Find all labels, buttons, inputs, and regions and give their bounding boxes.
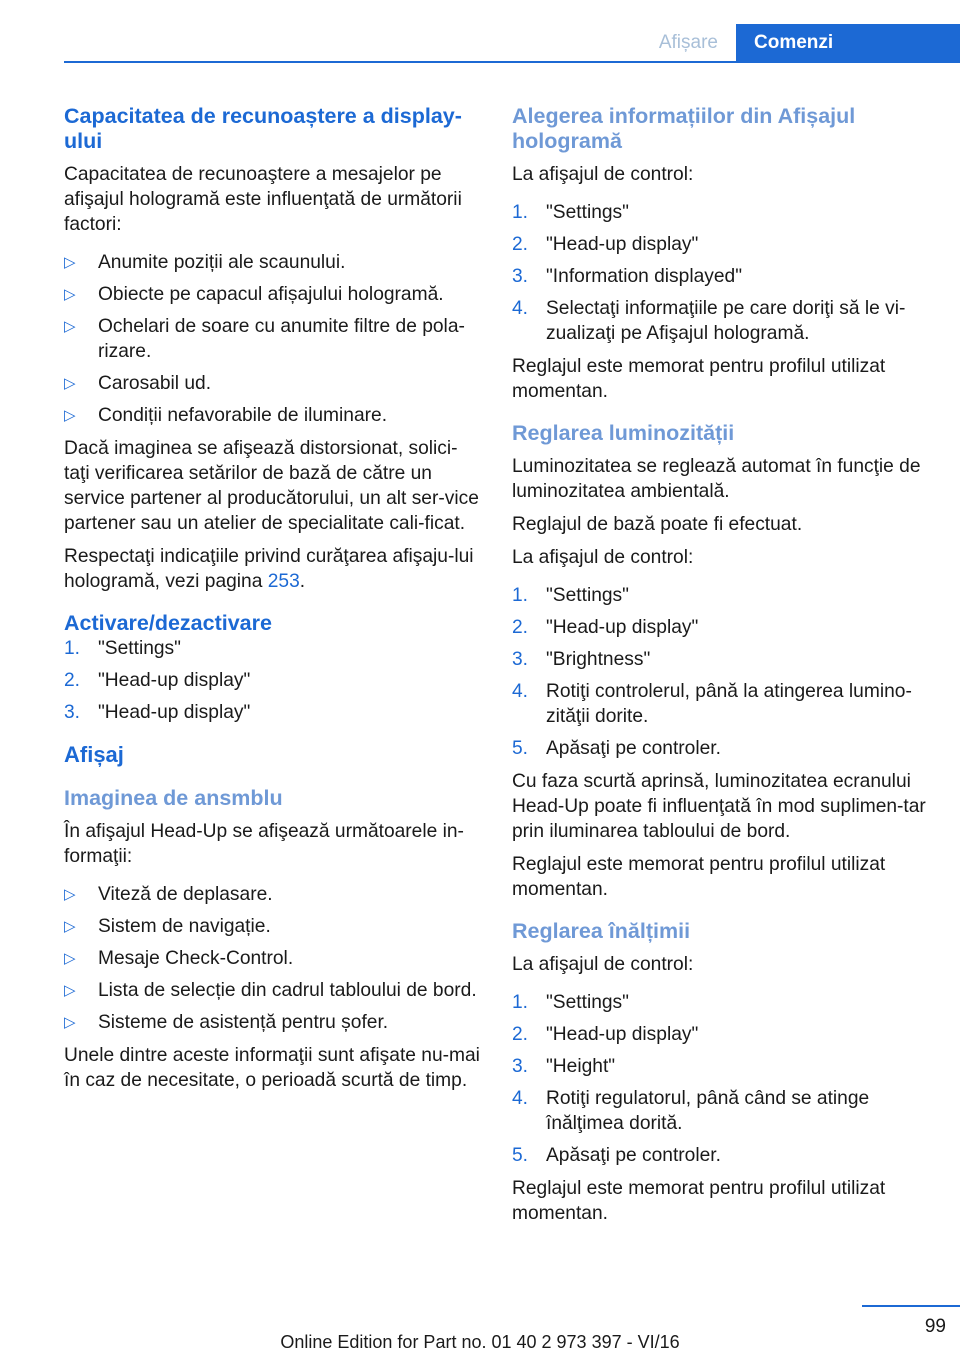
page-reference-link[interactable]: 253: [267, 571, 300, 592]
paragraph-control-3: La afişajul de control:: [512, 954, 694, 975]
list-item: ▷ Condiții nefavorabile de iluminare.: [64, 405, 388, 426]
factors-list: [64, 250, 480, 428]
list-item: 1. "Settings": [512, 992, 629, 1013]
triangle-bullet-icon: ▷: [64, 918, 76, 935]
list-item: 4. Rotiţi regulatorul, până când se atinge înălţimea dorită.: [512, 1088, 870, 1134]
paragraph-saved-1: Reglajul este memorat pentru profilul utilizat momentan.: [512, 356, 886, 402]
paragraph-saved-2: Reglajul este memorat pentru profilul utilizat momentan.: [512, 854, 886, 900]
paragraph-distorted: Dacă imaginea se afişează distorsionat, solici-taţi verificarea setărilor de bază de către un service partener al producătorului, un alt ser-vice partener sau un atelier de specialitate cali-ficat.: [64, 438, 479, 534]
heading-overview: Imaginea de ansmblu: [64, 786, 283, 810]
header-section-label: Afișare: [658, 32, 718, 53]
right-column: [512, 104, 928, 1234]
list-item: 2. "Head-up display": [512, 234, 699, 255]
list-item: 3. "Height": [512, 1056, 616, 1077]
paragraph-some-info: Unele dintre aceste informaţii sunt afişate nu-mai în caz de necesitate, o perioadă scurtă de timp.: [64, 1045, 480, 1091]
list-item: 2. "Head-up display": [512, 617, 699, 638]
select-steps: [512, 200, 928, 346]
list-item: 1. "Settings": [64, 638, 181, 659]
list-item: ▷ Anumite poziții ale scaunului.: [64, 252, 346, 273]
heading-recognition: Capacitatea de recunoaștere a display-ului: [64, 104, 462, 153]
list-item: 4. Selectaţi informaţiile pe care doriţi să le vi-zualizaţi pe Afişajul hologramă.: [512, 298, 906, 344]
triangle-bullet-icon: ▷: [64, 1014, 76, 1031]
list-item: ▷ Mesaje Check-Control.: [64, 948, 294, 969]
triangle-bullet-icon: ▷: [64, 375, 76, 392]
list-item: 1. "Settings": [512, 585, 629, 606]
list-item: 2. "Head-up display": [512, 1024, 699, 1045]
list-item: ▷ Obiecte pe capacul afișajului hologramă.: [64, 284, 444, 305]
edition-line: Online Edition for Part no. 01 40 2 973 397 - VI/16: [280, 1332, 680, 1352]
list-item: ▷ Sisteme de asistență pentru șofer.: [64, 1012, 389, 1033]
list-item: ▷ Viteză de deplasare.: [64, 884, 273, 905]
heading-height: Reglarea înălțimii: [512, 919, 691, 943]
paragraph-control-2: La afişajul de control:: [512, 547, 694, 568]
triangle-bullet-icon: ▷: [64, 254, 76, 271]
heading-brightness: Reglarea luminozității: [512, 421, 735, 445]
paragraph-control-1: La afişajul de control:: [512, 164, 694, 185]
header-rule: [64, 61, 960, 63]
triangle-bullet-icon: ▷: [64, 886, 76, 903]
section-heading-display: Afișaj: [64, 742, 124, 767]
list-item: 5. Apăsaţi pe controler.: [512, 1145, 721, 1166]
paragraph-lowbeam: Cu faza scurtă aprinsă, luminozitatea ecranului Head-Up poate fi influenţată în mod suplimen-tar prin iluminarea tabloului de bord.: [512, 771, 926, 842]
list-item: 1. "Settings": [512, 202, 629, 223]
triangle-bullet-icon: ▷: [64, 318, 76, 335]
list-item: 3. "Head-up display": [64, 702, 251, 723]
info-list: [64, 882, 480, 1035]
footer-rule: [862, 1305, 960, 1307]
heading-activation: Activare/dezactivare: [64, 611, 272, 635]
paragraph-overview: În afişajul Head-Up se afişează următoarele in-formaţii:: [64, 821, 464, 867]
triangle-bullet-icon: ▷: [64, 286, 76, 303]
triangle-bullet-icon: ▷: [64, 407, 76, 424]
left-column: [64, 104, 480, 1101]
heading-select-info: Alegerea informațiilor din Afișajul hologramă: [512, 104, 856, 153]
list-item: ▷ Lista de selecție din cadrul tabloului de bord.: [64, 980, 477, 1001]
triangle-bullet-icon: ▷: [64, 982, 76, 999]
paragraph-brightness-auto: Luminozitatea se reglează automat în funcţie de luminozitatea ambientală.: [512, 456, 921, 502]
list-item: 3. "Information displayed": [512, 266, 743, 287]
triangle-bullet-icon: ▷: [64, 950, 76, 967]
list-item: ▷ Sistem de navigație.: [64, 916, 271, 937]
list-item: 3. "Brightness": [512, 649, 651, 670]
header-chapter-tab: Comenzi: [736, 24, 960, 62]
list-item: ▷ Ochelari de soare cu anumite filtre de pola-rizare.: [64, 316, 465, 362]
paragraph-recognition: Capacitatea de recunoaştere a mesajelor pe afişajul hologramă este influenţată de următorii factori:: [64, 164, 462, 235]
page-number: 99: [924, 1316, 946, 1337]
list-item: ▷ Carosabil ud.: [64, 373, 212, 394]
paragraph-saved-3: Reglajul este memorat pentru profilul utilizat momentan.: [512, 1178, 886, 1224]
list-item: 2. "Head-up display": [64, 670, 251, 691]
brightness-steps: [512, 583, 928, 761]
height-steps: [512, 990, 928, 1168]
list-item: 5. Apăsaţi pe controler.: [512, 738, 721, 759]
activation-steps: [64, 636, 480, 725]
list-item: 4. Rotiţi controlerul, până la atingerea lumino-zităţii dorite.: [512, 681, 912, 727]
page-header: [0, 0, 960, 62]
paragraph-basic-setting: Reglajul de bază poate fi efectuat.: [512, 514, 803, 535]
paragraph-cleaning: Respectaţi indicaţiile privind curăţarea afişaju-lui hologramă, vezi pagina 253.: [64, 546, 474, 592]
